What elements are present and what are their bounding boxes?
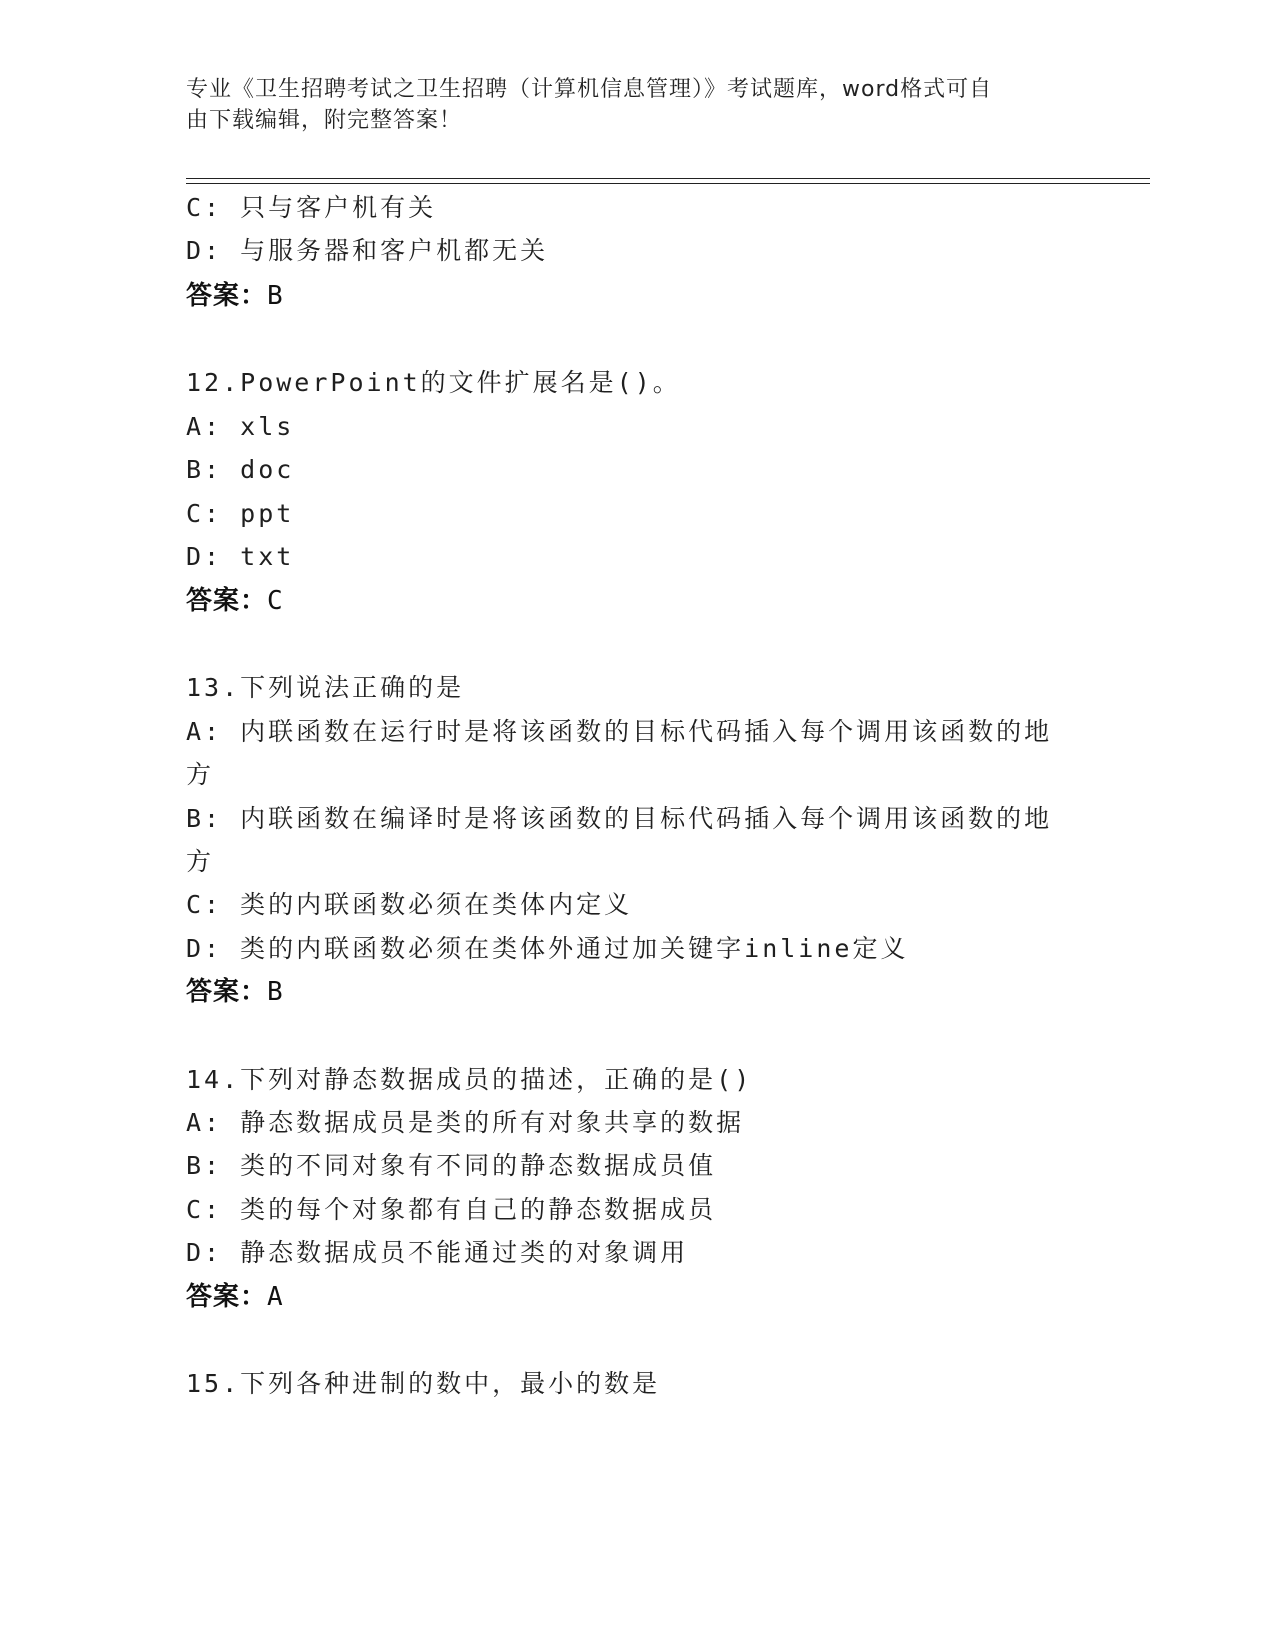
q14-answer xyxy=(186,1282,284,1312)
q14-option-c: C: 类的每个对象都有自己的静态数据成员 xyxy=(186,1195,717,1224)
q13-option-c: C: 类的内联函数必须在类体内定义 xyxy=(186,890,633,919)
q11-option-c: C: 只与客户机有关 xyxy=(186,193,437,222)
answer-value: C xyxy=(267,586,284,616)
q11-option-d: D: 与服务器和客户机都无关 xyxy=(186,236,549,265)
header-divider-bottom xyxy=(186,183,1150,184)
answer-label: 答案： xyxy=(186,281,268,311)
answer-value: B xyxy=(267,281,284,311)
answer-value: A xyxy=(267,1282,284,1312)
q12-option-b: B: doc xyxy=(186,455,295,484)
q12-answer xyxy=(186,586,284,616)
answer-label: 答案： xyxy=(186,586,268,616)
q14-stem: 14.下列对静态数据成员的描述，正确的是() xyxy=(186,1065,753,1094)
q12-stem: 12.PowerPoint的文件扩展名是()。 xyxy=(186,368,681,397)
q14-option-a: A: 静态数据成员是类的所有对象共享的数据 xyxy=(186,1108,745,1137)
header-line-2: 由下载编辑，附完整答案！ xyxy=(186,108,463,133)
document-header xyxy=(186,74,1066,136)
q14-option-d: D: 静态数据成员不能通过类的对象调用 xyxy=(186,1238,689,1267)
q13-stem: 13.下列说法正确的是 xyxy=(186,673,465,702)
q12-option-d: D: txt xyxy=(186,542,295,571)
q14-option-b: B: 类的不同对象有不同的静态数据成员值 xyxy=(186,1151,717,1180)
q15-stem: 15.下列各种进制的数中，最小的数是 xyxy=(186,1369,661,1398)
q13-answer xyxy=(186,977,284,1007)
answer-label: 答案： xyxy=(186,1282,268,1312)
q13-option-b-line-2: 方 xyxy=(186,847,215,876)
answer-label: 答案： xyxy=(186,977,268,1007)
q13-option-b-line-1: B: 内联函数在编译时是将该函数的目标代码插入每个调用该函数的地 xyxy=(186,804,1053,833)
q11-answer xyxy=(186,281,284,311)
header-divider-top xyxy=(186,178,1150,179)
answer-value: B xyxy=(267,977,284,1007)
q12-option-a: A: xls xyxy=(186,412,295,441)
q13-option-a-line-1: A: 内联函数在运行时是将该函数的目标代码插入每个调用该函数的地 xyxy=(186,717,1053,746)
q13-option-a-line-2: 方 xyxy=(186,760,215,789)
q13-option-d: D: 类的内联函数必须在类体外通过加关键字inline定义 xyxy=(186,934,909,963)
header-line-1: 专业《卫生招聘考试之卫生招聘（计算机信息管理）》考试题库，word格式可自 xyxy=(186,77,993,102)
q12-option-c: C: ppt xyxy=(186,499,295,528)
